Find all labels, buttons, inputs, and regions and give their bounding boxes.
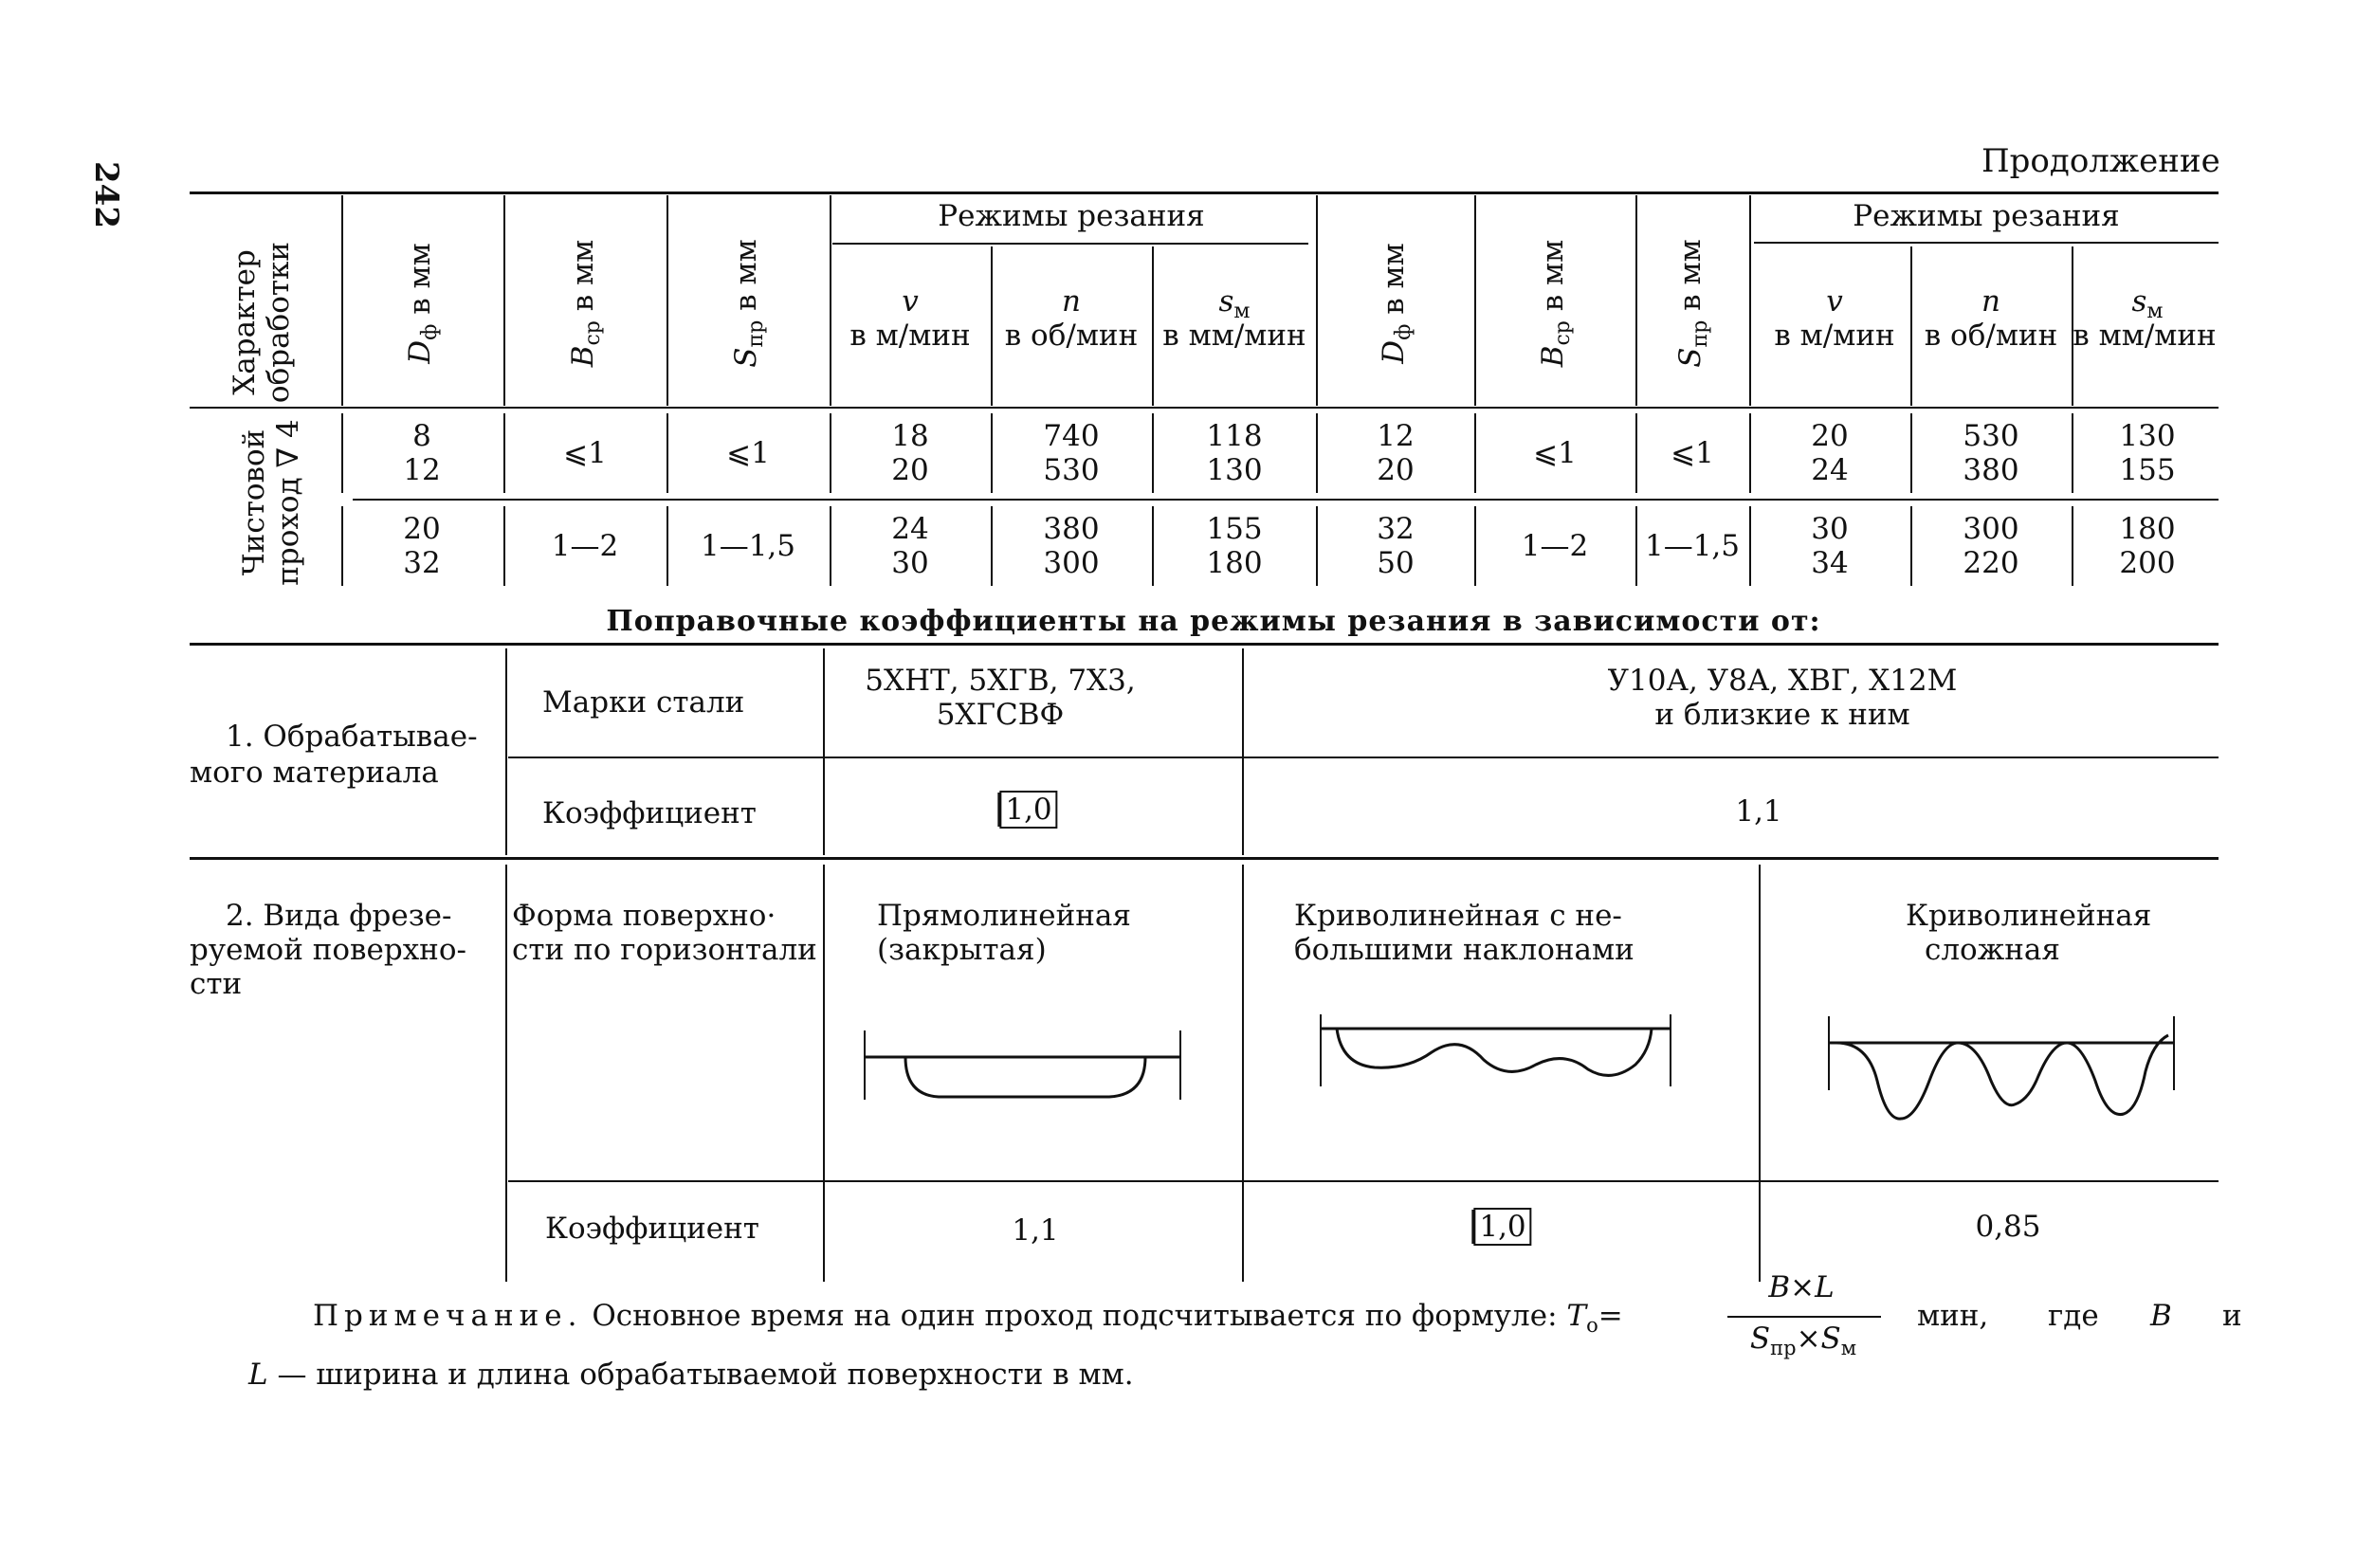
col-divider — [991, 506, 993, 586]
regimes-title-left: Режимы резания — [938, 199, 1205, 233]
col-divider — [830, 195, 831, 406]
table-cell-b: 1—2 — [1521, 529, 1589, 563]
n-symbol-left: n — [1062, 284, 1081, 319]
col-divider — [830, 413, 831, 493]
table-cell-d: 32 50 — [1377, 512, 1415, 580]
col-divider — [991, 246, 993, 406]
table-cell-n: 300 220 — [1963, 512, 2019, 580]
v-unit-right: в м/мин — [1774, 319, 1895, 353]
d-col-header-right: $D_ф$ в мм — [1377, 243, 1416, 364]
col-divider — [341, 195, 343, 406]
surface-label: 2. Вида фрезе- руемой поверхно- сти — [190, 899, 466, 1001]
material-label: 1. Обрабатывае- мого материала — [190, 720, 478, 790]
table-cell-b: 1—2 — [551, 529, 619, 563]
col-divider — [1759, 865, 1761, 1282]
table-cell-v: 30 34 — [1811, 512, 1849, 580]
col-divider — [1152, 246, 1154, 406]
col-divider — [1316, 413, 1318, 493]
s-unit-left: в мм/мин — [1162, 319, 1306, 353]
table-cell-n: 380 300 — [1043, 512, 1100, 580]
s-symbol-left: $s_м$ — [1218, 284, 1251, 324]
n-symbol-right: n — [1981, 284, 2000, 319]
col-divider — [1316, 195, 1318, 406]
regimes-title-right: Режимы резания — [1853, 199, 2120, 233]
table-cell-s: 1—1,5 — [700, 529, 796, 563]
table-cell-d: 12 20 — [1377, 419, 1415, 487]
col-divider — [1152, 506, 1154, 586]
continuation-label: Продолжение — [1981, 142, 2220, 180]
material-coef2: 1,1 — [1735, 794, 1782, 829]
row-label-header: Характер обработки — [228, 241, 296, 404]
col-divider — [823, 865, 825, 1282]
header-bottom-rule — [190, 407, 2219, 409]
formula-fraction-bar — [1727, 1316, 1881, 1318]
table-cell-s: 1—1,5 — [1644, 529, 1741, 563]
col-divider — [1474, 506, 1476, 586]
material-coef-label: Коэффициент — [542, 796, 757, 830]
col-divider — [1910, 506, 1912, 586]
col-divider — [1152, 413, 1154, 493]
profile-complex-sketch — [1825, 1014, 2185, 1128]
v-symbol-left: v — [902, 284, 919, 319]
type2-label: Криволинейная с не- большими наклонами — [1294, 899, 1634, 967]
s-col-header-right: $S_{пр}$ в мм — [1673, 239, 1713, 368]
regimes-underline-right — [1754, 242, 2219, 244]
col-divider — [1910, 246, 1912, 406]
table-cell-sm: 130 155 — [2119, 419, 2176, 487]
col-divider — [1910, 413, 1912, 493]
col-divider — [1474, 195, 1476, 406]
col-divider — [991, 413, 993, 493]
table-cell-v: 24 30 — [891, 512, 929, 580]
grade2: У10А, У8А, ХВГ, Х12М и близкие к ним — [1607, 664, 1958, 732]
table-cell-sm: 180 200 — [2119, 512, 2176, 580]
s-symbol-right: $s_м$ — [2131, 284, 2164, 324]
material-mid-rule — [508, 757, 2219, 758]
col-divider — [830, 506, 831, 586]
note-var-b: B — [2150, 1299, 2172, 1333]
col-divider — [341, 413, 343, 493]
page-number: 242 — [87, 161, 125, 228]
row-divider — [353, 499, 2219, 501]
col-divider — [1635, 506, 1637, 586]
col-divider — [1749, 413, 1751, 493]
row-category-label: Чистовой проход ∇ 4 — [237, 419, 305, 586]
corrections-title: Поправочные коэффициенты на режимы резания в зависимости от: — [606, 605, 1821, 638]
col-divider — [505, 865, 507, 1282]
col-divider — [667, 195, 668, 406]
col-divider — [503, 506, 505, 586]
table-cell-s: ⩽1 — [1671, 436, 1714, 470]
b-col-header: $B_{ср}$ в мм — [566, 239, 606, 368]
table-cell-v: 18 20 — [891, 419, 929, 487]
formula-unit: мин, — [1917, 1299, 1989, 1333]
material-coef1: 1,0 — [999, 793, 1057, 827]
table-cell-sm: 118 130 — [1206, 419, 1263, 487]
formula-denominator: $S_{пр}\times S_м$ — [1749, 1322, 1857, 1360]
col-divider — [505, 648, 507, 855]
col-divider — [2072, 413, 2073, 493]
table-cell-s: ⩽1 — [726, 436, 770, 470]
col-divider — [667, 506, 668, 586]
shape-label: Форма поверхно· сти по горизонтали — [512, 899, 817, 967]
table-cell-n: 530 380 — [1963, 419, 2019, 487]
surface-coef1: 1,1 — [1012, 1213, 1059, 1248]
surface-mid-rule — [508, 1180, 2219, 1182]
col-divider — [823, 648, 825, 855]
note-and: и — [2222, 1299, 2242, 1333]
grades-label: Марки стали — [542, 685, 745, 720]
col-divider — [1635, 413, 1637, 493]
surface-coef-label: Коэффициент — [545, 1212, 759, 1246]
table-cell-b: ⩽1 — [563, 436, 607, 470]
col-divider — [2072, 506, 2073, 586]
top-table-bottom-rule — [190, 643, 2219, 646]
v-symbol-right: v — [1826, 284, 1843, 319]
profile-wavy-sketch — [1318, 1012, 1678, 1098]
col-divider — [1474, 413, 1476, 493]
b-col-header-right: $B_{ср}$ в мм — [1536, 239, 1576, 368]
table-cell-d: 8 12 — [403, 419, 441, 487]
col-divider — [503, 195, 505, 406]
table-cell-n: 740 530 — [1043, 419, 1100, 487]
col-divider — [1749, 195, 1751, 406]
col-divider — [1242, 648, 1244, 855]
table-cell-sm: 155 180 — [1206, 512, 1263, 580]
table-cell-b: ⩽1 — [1533, 436, 1577, 470]
note-line1: Примечание. Основное время на один проход подсчитывается по формуле: $T_o=$ — [313, 1299, 1623, 1338]
note-line2: L — ширина и длина обрабатываемой поверхности в мм. — [248, 1358, 1134, 1392]
s-unit-right: в мм/мин — [2073, 319, 2217, 353]
d-col-header: $D_ф$ в мм — [403, 243, 443, 364]
material-bottom-rule — [190, 857, 2219, 860]
s-col-header: $S_{пр}$ в мм — [729, 239, 769, 368]
col-divider — [1749, 506, 1751, 586]
col-divider — [1316, 506, 1318, 586]
type3-label: Криволинейная сложная — [1906, 899, 2152, 967]
note-where: где — [2048, 1299, 2099, 1333]
surface-coef2: 1,0 — [1473, 1210, 1531, 1244]
col-divider — [1635, 195, 1637, 406]
col-divider — [341, 506, 343, 586]
type1-label: Прямолинейная (закрытая) — [877, 899, 1131, 967]
regimes-underline-left — [832, 243, 1308, 245]
formula-numerator: B×L — [1768, 1270, 1835, 1304]
table-cell-v: 20 24 — [1811, 419, 1849, 487]
surface-coef3: 0,85 — [1975, 1210, 2041, 1244]
grade1: 5ХНТ, 5ХГВ, 7Х3, 5ХГСВФ — [865, 664, 1136, 732]
table-cell-d: 20 32 — [403, 512, 441, 580]
table-top-rule — [190, 191, 2219, 194]
n-unit-left: в об/мин — [1004, 319, 1139, 353]
n-unit-right: в об/мин — [1924, 319, 2058, 353]
v-unit-left: в м/мин — [849, 319, 971, 353]
profile-straight-sketch — [863, 1029, 1185, 1104]
col-divider — [1242, 865, 1244, 1282]
col-divider — [503, 413, 505, 493]
col-divider — [667, 413, 668, 493]
